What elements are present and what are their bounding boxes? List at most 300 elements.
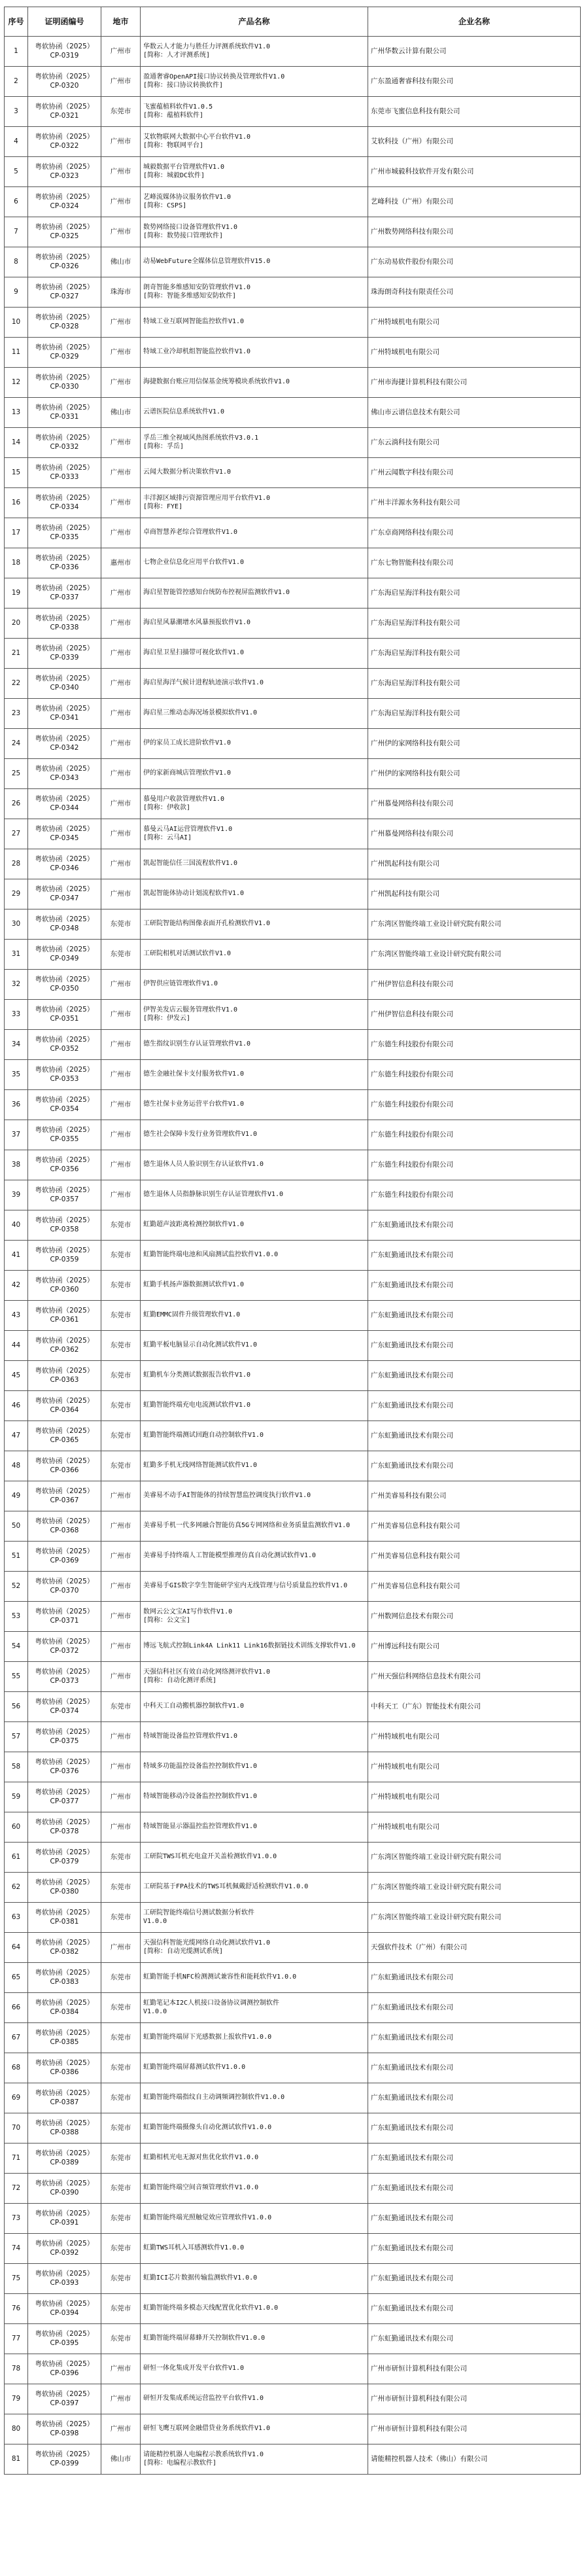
cert-number-line: CP-0328	[50, 322, 79, 330]
cert-number-line: CP-0339	[50, 653, 79, 662]
product-name-line: 虹勤智能终端充电电流测试软件V1.0	[143, 1402, 251, 1409]
company-name-cell: 广东海启星海洋科技有限公司	[368, 669, 581, 699]
company-name-cell: 广州凯起科技有限公司	[368, 879, 581, 909]
cert-number-line: CP-0387	[50, 2098, 79, 2106]
company-name-cell: 广州数势网络科技有限公司	[368, 217, 581, 247]
cert-number-line: CP-0375	[50, 1737, 79, 1745]
row-number: 39	[5, 1180, 28, 1210]
city-cell: 广州市	[101, 157, 141, 187]
product-name-line: [简称：公文宝]	[143, 1616, 191, 1624]
cert-number-cell	[28, 488, 101, 518]
table-row	[5, 639, 581, 669]
product-name-cell	[141, 308, 368, 338]
header-company-name: 企业名称	[368, 7, 581, 37]
product-name-line: 慕曼用户收款管理软件V1.0	[143, 796, 225, 803]
company-name-cell: 广州凯起科技有限公司	[368, 849, 581, 879]
row-number: 40	[5, 1210, 28, 1241]
cert-number-cell	[28, 1271, 101, 1301]
company-name-cell: 广东海启星海洋科技有限公司	[368, 609, 581, 639]
row-number: 4	[5, 127, 28, 157]
product-name-line: 特域智能设备监控管理软件V1.0	[143, 1733, 238, 1740]
row-number: 43	[5, 1301, 28, 1331]
cert-number-cell	[28, 2083, 101, 2113]
table-row	[5, 1331, 581, 1361]
row-number: 69	[5, 2083, 28, 2113]
table-row	[5, 789, 581, 819]
city-cell: 东莞市	[101, 2324, 141, 2354]
product-name-cell	[141, 428, 368, 458]
table-row	[5, 368, 581, 398]
cert-number-cell	[28, 1903, 101, 1933]
cert-number-line: CP-0367	[50, 1496, 79, 1504]
city-cell: 广州市	[101, 338, 141, 368]
product-name-line: [简称：数势接口管理软件]	[143, 232, 224, 239]
company-name-cell: 广东虹勤通讯技术有限公司	[368, 2083, 581, 2113]
cert-number-line: CP-0397	[50, 2399, 79, 2407]
cert-number-cell	[28, 1030, 101, 1060]
cert-number-cell	[28, 2444, 101, 2475]
product-name-cell	[141, 187, 368, 217]
product-name-line: 虹勤智能终端屏幕测试软件V1.0.0	[143, 2064, 246, 2072]
row-number: 8	[5, 247, 28, 277]
cert-number-line: CP-0352	[50, 1044, 79, 1053]
product-name-line: 美睿易手GIS数字孪生智能研学室内无线管理与信号质量监控软件V1.0	[143, 1582, 348, 1590]
company-name-cell: 广州特域机电有限公司	[368, 338, 581, 368]
cert-number-line: 粤软协函（2025）	[35, 1367, 94, 1375]
cert-number-line: 粤软协函（2025）	[35, 494, 94, 503]
row-number: 68	[5, 2053, 28, 2083]
cert-number-cell	[28, 1782, 101, 1812]
company-name-cell: 广东卓商网络科技有限公司	[368, 518, 581, 548]
cert-number-line: 粤软协函（2025）	[35, 855, 94, 864]
cert-number-line: 粤软协函（2025）	[35, 524, 94, 533]
product-name-line: [简称：电编程示教软件]	[143, 2459, 217, 2467]
cert-number-line: 粤软协函（2025）	[35, 1487, 94, 1496]
product-name-line: [简称：蕴植料软件]	[143, 111, 204, 119]
company-name-cell: 广东德生科技股份有限公司	[368, 1030, 581, 1060]
row-number: 20	[5, 609, 28, 639]
cert-number-line: 粤软协函（2025）	[35, 1728, 94, 1737]
cert-number-line: CP-0369	[50, 1556, 79, 1564]
company-name-cell: 广东德生科技股份有限公司	[368, 1060, 581, 1090]
product-name-cell	[141, 1903, 368, 1933]
product-name-cell	[141, 1331, 368, 1361]
cert-number-cell	[28, 699, 101, 729]
company-name-cell: 广州天强信科网络信息技术有限公司	[368, 1662, 581, 1692]
product-name-cell	[141, 2324, 368, 2354]
row-number: 65	[5, 1963, 28, 1993]
company-name-cell: 艺峰科技（广州）有限公司	[368, 187, 581, 217]
company-name-cell: 广东动易软件股份有限公司	[368, 247, 581, 277]
table-row	[5, 2023, 581, 2053]
row-number: 35	[5, 1060, 28, 1090]
cert-number-line: 粤软协函（2025）	[35, 2149, 94, 2158]
product-name-line: 海启星智能管控感知台统防布控视屏监测软件V1.0	[143, 589, 290, 597]
company-name-cell: 广州市研恒计算机科技有限公司	[368, 2384, 581, 2414]
product-name-cell	[141, 1632, 368, 1662]
product-name-line: 凯起智能体协动计划流程软件V1.0	[143, 890, 245, 898]
row-number: 31	[5, 940, 28, 970]
company-name-cell: 广东虹勤通讯技术有限公司	[368, 2053, 581, 2083]
cert-number-line: 粤软协函（2025）	[35, 1246, 94, 1255]
product-name-line: 虹勤智能终端空间音频管理软件V1.0.0	[143, 2184, 259, 2192]
row-number: 78	[5, 2354, 28, 2384]
city-cell: 东莞市	[101, 2023, 141, 2053]
cert-number-cell	[28, 879, 101, 909]
table-row	[5, 729, 581, 759]
city-cell: 东莞市	[101, 1451, 141, 1481]
cert-number-line: 粤软协函（2025）	[35, 1758, 94, 1767]
city-cell: 东莞市	[101, 1993, 141, 2023]
product-name-line: 飞蜜蕴植料软件V1.0.5	[143, 103, 213, 111]
row-number: 19	[5, 578, 28, 609]
table-row	[5, 398, 581, 428]
cert-number-line: CP-0345	[50, 834, 79, 842]
row-number: 71	[5, 2144, 28, 2174]
cert-number-line: 粤软协函（2025）	[35, 1698, 94, 1706]
product-name-cell	[141, 2294, 368, 2324]
company-name-cell: 广州伊智信息科技有限公司	[368, 970, 581, 1000]
product-name-line: 伊智供应链管理软件V1.0	[143, 980, 218, 988]
table-row	[5, 1180, 581, 1210]
table-row	[5, 1782, 581, 1812]
cert-number-cell	[28, 1451, 101, 1481]
table-row	[5, 1963, 581, 1993]
table-row	[5, 1030, 581, 1060]
product-name-cell	[141, 1150, 368, 1180]
city-cell: 东莞市	[101, 1963, 141, 1993]
table-row	[5, 338, 581, 368]
row-number: 10	[5, 308, 28, 338]
city-cell: 广州市	[101, 819, 141, 849]
row-number: 56	[5, 1692, 28, 1722]
cert-number-line: CP-0361	[50, 1315, 79, 1324]
product-name-cell	[141, 578, 368, 609]
product-name-cell	[141, 247, 368, 277]
cert-number-line: CP-0398	[50, 2429, 79, 2437]
row-number: 34	[5, 1030, 28, 1060]
cert-number-line: 粤软协函（2025）	[35, 614, 94, 623]
product-name-line: 虹勤智能终端光照触觉效应管理软件V1.0.0	[143, 2214, 272, 2222]
cert-number-line: CP-0365	[50, 1436, 79, 1444]
product-name-line: 天强信科社区有效自动化网络测评软件V1.0	[143, 1668, 271, 1676]
cert-number-line: 粤软协函（2025）	[35, 1848, 94, 1857]
city-cell: 广州市	[101, 37, 141, 67]
company-name-cell: 中科天工（广东）智能技术有限公司	[368, 1692, 581, 1722]
product-name-cell	[141, 789, 368, 819]
cert-number-line: CP-0391	[50, 2218, 79, 2227]
product-name-line: 虹勤平板电脑显示自动化测试软件V1.0	[143, 1341, 258, 1349]
product-name-line: 虹勤智能终端多模态天线配置优化软件V1.0.0	[143, 2304, 279, 2312]
product-name-line: 伊的家新商城店管理软件V1.0	[143, 769, 232, 777]
product-name-line: 虹勤ICI芯片数据传输监测软件V1.0.0	[143, 2274, 258, 2282]
cert-number-line: CP-0327	[50, 292, 79, 300]
product-name-line: 海捷数据台账应用信保基金统筹模块系统软件V1.0	[143, 378, 290, 386]
company-name-cell: 佛山市云谱信息技术有限公司	[368, 398, 581, 428]
cert-number-cell	[28, 2354, 101, 2384]
cert-number-line: CP-0376	[50, 1767, 79, 1775]
cert-number-line: CP-0357	[50, 1195, 79, 1203]
row-number: 45	[5, 1361, 28, 1391]
cert-number-line: 粤软协函（2025）	[35, 313, 94, 322]
city-cell: 东莞市	[101, 2083, 141, 2113]
table-row	[5, 2053, 581, 2083]
product-name-line: 虹勤智能终端指纹自主动调频调控制软件V1.0.0	[143, 2094, 285, 2102]
product-name-cell	[141, 1843, 368, 1873]
table-row	[5, 1481, 581, 1511]
product-name-line: 虹勤智能手机NFC检测测试兼容性和能耗软件V1.0.0	[143, 1973, 297, 1981]
product-name-line: 孚岳三维全视域风热图系统软件V3.0.1	[143, 434, 259, 442]
company-name-cell: 广东虹勤通讯技术有限公司	[368, 2144, 581, 2174]
cert-number-cell	[28, 1361, 101, 1391]
product-name-cell	[141, 699, 368, 729]
cert-number-line: CP-0366	[50, 1466, 79, 1474]
company-name-cell: 广东虹勤通讯技术有限公司	[368, 2234, 581, 2264]
row-number: 22	[5, 669, 28, 699]
company-name-cell: 广东虹勤通讯技术有限公司	[368, 2204, 581, 2234]
product-name-cell	[141, 2053, 368, 2083]
company-name-cell: 天强软件技术（广州）有限公司	[368, 1933, 581, 1963]
city-cell: 广州市	[101, 879, 141, 909]
product-name-line: 工研院智能结构图像表面开孔检测软件V1.0	[143, 920, 271, 928]
table-row	[5, 1361, 581, 1391]
row-number: 46	[5, 1391, 28, 1421]
product-name-cell	[141, 1421, 368, 1451]
table-row	[5, 1090, 581, 1120]
product-name-cell	[141, 729, 368, 759]
cert-number-line: 粤软协函（2025）	[35, 1578, 94, 1586]
cert-number-cell	[28, 2264, 101, 2294]
company-name-cell: 广东海启星海洋科技有限公司	[368, 578, 581, 609]
cert-number-line: CP-0389	[50, 2158, 79, 2166]
cert-number-line: 粤软协函（2025）	[35, 374, 94, 382]
cert-number-cell	[28, 1060, 101, 1090]
company-name-cell: 东莞市飞蜜信息科技有限公司	[368, 97, 581, 127]
cert-number-line: CP-0321	[50, 111, 79, 120]
company-name-cell: 广州丰洋源水务科技有限公司	[368, 488, 581, 518]
city-cell: 广州市	[101, 1572, 141, 1602]
cert-number-line: 粤软协函（2025）	[35, 644, 94, 653]
row-number: 44	[5, 1331, 28, 1361]
company-name-cell: 广州市研恒计算机科技有限公司	[368, 2354, 581, 2384]
cert-number-cell	[28, 669, 101, 699]
product-name-cell	[141, 157, 368, 187]
row-number: 42	[5, 1271, 28, 1301]
cert-number-line: 粤软协函（2025）	[35, 163, 94, 171]
city-cell: 广州市	[101, 1481, 141, 1511]
city-cell: 广州市	[101, 1511, 141, 1542]
cert-number-cell	[28, 1421, 101, 1451]
cert-number-line: 粤软协函（2025）	[35, 1036, 94, 1044]
row-number: 14	[5, 428, 28, 458]
company-name-cell: 广东虹勤通讯技术有限公司	[368, 1451, 581, 1481]
row-number: 6	[5, 187, 28, 217]
company-name-cell: 广东德生科技股份有限公司	[368, 1120, 581, 1150]
cert-number-line: CP-0377	[50, 1797, 79, 1805]
product-name-cell	[141, 2174, 368, 2204]
product-name-line: [简称：接口协议转换软件]	[143, 81, 224, 89]
company-name-cell: 广州特域机电有限公司	[368, 1782, 581, 1812]
product-name-cell	[141, 669, 368, 699]
company-name-cell: 广东德生科技股份有限公司	[368, 1180, 581, 1210]
city-cell: 广州市	[101, 1542, 141, 1572]
cert-number-cell	[28, 308, 101, 338]
cert-number-line: 粤软协函（2025）	[35, 2029, 94, 2038]
table-row	[5, 1542, 581, 1572]
company-name-cell: 广州美睿易信息科技有限公司	[368, 1572, 581, 1602]
city-cell: 广州市	[101, 127, 141, 157]
product-name-line: [简称：智能多维感知安防软件]	[143, 292, 237, 300]
cert-number-line: 粤软协函（2025）	[35, 765, 94, 773]
city-cell: 广州市	[101, 669, 141, 699]
cert-number-cell	[28, 1090, 101, 1120]
cert-number-line: CP-0382	[50, 1947, 79, 1956]
table-row	[5, 247, 581, 277]
cert-number-cell	[28, 578, 101, 609]
table-row	[5, 1722, 581, 1752]
product-name-line: 虹勤机车分类测试数据报告软件V1.0	[143, 1371, 251, 1379]
city-cell: 佛山市	[101, 398, 141, 428]
cert-number-line: CP-0333	[50, 472, 79, 481]
cert-number-cell	[28, 1843, 101, 1873]
row-number: 11	[5, 338, 28, 368]
cert-number-line: CP-0348	[50, 924, 79, 932]
product-name-line: 虹勤智能终端摄像头自动化测试软件V1.0.0	[143, 2124, 272, 2132]
table-row	[5, 2144, 581, 2174]
product-name-line: 研恒飞鹰互联网金融借贷业务系统软件V1.0	[143, 2425, 271, 2433]
cert-number-line: 粤软协函（2025）	[35, 434, 94, 442]
cert-number-line: 粤软协函（2025）	[35, 1156, 94, 1165]
cert-number-cell	[28, 759, 101, 789]
product-name-line: 虹勤多手机无线网络智能测试软件V1.0	[143, 1462, 258, 1470]
company-name-cell: 广东虹勤通讯技术有限公司	[368, 1271, 581, 1301]
cert-number-line: 粤软协函（2025）	[35, 1999, 94, 2007]
table-row	[5, 1812, 581, 1843]
row-number: 13	[5, 398, 28, 428]
row-number: 80	[5, 2414, 28, 2444]
cert-number-line: 粤软协函（2025）	[35, 2420, 94, 2429]
city-cell: 广州市	[101, 1782, 141, 1812]
cert-number-cell	[28, 1391, 101, 1421]
certificate-table	[4, 7, 581, 2475]
cert-number-line: CP-0393	[50, 2278, 79, 2287]
row-number: 81	[5, 2444, 28, 2475]
cert-number-line: CP-0392	[50, 2248, 79, 2257]
table-row	[5, 2294, 581, 2324]
row-number: 66	[5, 1993, 28, 2023]
city-cell: 广州市	[101, 308, 141, 338]
product-name-cell	[141, 127, 368, 157]
table-row	[5, 37, 581, 67]
row-number: 5	[5, 157, 28, 187]
table-row	[5, 759, 581, 789]
cert-number-cell	[28, 1873, 101, 1903]
cert-number-line: CP-0323	[50, 171, 79, 180]
company-name-cell: 广东虹勤通讯技术有限公司	[368, 1301, 581, 1331]
row-number: 47	[5, 1421, 28, 1451]
cert-number-cell	[28, 1933, 101, 1963]
product-name-line: 虹勤智能终端电池和风扇测试监控软件V1.0.0	[143, 1251, 279, 1259]
city-cell: 广州市	[101, 849, 141, 879]
row-number: 28	[5, 849, 28, 879]
product-name-cell	[141, 879, 368, 909]
product-name-line: 艺峰流媒体协议服务软件V1.0	[143, 194, 232, 201]
company-name-cell: 广东虹勤通讯技术有限公司	[368, 1421, 581, 1451]
product-name-cell	[141, 849, 368, 879]
company-name-cell: 广州慕曼网络科技有限公司	[368, 789, 581, 819]
table-row	[5, 1933, 581, 1963]
cert-number-line: CP-0388	[50, 2128, 79, 2136]
cert-number-cell	[28, 1241, 101, 1271]
product-name-cell	[141, 548, 368, 578]
product-name-cell	[141, 217, 368, 247]
cert-number-line: CP-0354	[50, 1104, 79, 1113]
cert-number-line: 粤软协函（2025）	[35, 1307, 94, 1315]
product-name-line: 特域工业互联网智能监控软件V1.0	[143, 318, 245, 326]
city-cell: 东莞市	[101, 1210, 141, 1241]
cert-number-line: 粤软协函（2025）	[35, 1277, 94, 1285]
row-number: 63	[5, 1903, 28, 1933]
product-name-cell	[141, 398, 368, 428]
table-row	[5, 1572, 581, 1602]
cert-number-line: 粤软协函（2025）	[35, 705, 94, 713]
table-row	[5, 819, 581, 849]
cert-number-line: 粤软协函（2025）	[35, 1547, 94, 1556]
table-row	[5, 2264, 581, 2294]
city-cell: 东莞市	[101, 1271, 141, 1301]
cert-number-line: 粤软协函（2025）	[35, 1427, 94, 1436]
product-name-line: 特域智能移动冷设备监控控制软件V1.0	[143, 1793, 258, 1801]
cert-number-line: CP-0370	[50, 1586, 79, 1595]
cert-number-line: CP-0349	[50, 954, 79, 962]
product-name-line: 美睿易手持终端人工智能模型推理仿真自动化测试软件V1.0	[143, 1552, 317, 1560]
product-name-cell	[141, 97, 368, 127]
cert-number-line: CP-0385	[50, 2038, 79, 2046]
table-row	[5, 2384, 581, 2414]
product-name-cell	[141, 277, 368, 308]
cert-number-cell	[28, 2324, 101, 2354]
cert-number-line: CP-0329	[50, 352, 79, 361]
table-row	[5, 2174, 581, 2204]
row-number: 79	[5, 2384, 28, 2414]
product-name-cell	[141, 368, 368, 398]
company-name-cell: 广东虹勤通讯技术有限公司	[368, 2324, 581, 2354]
table-row	[5, 669, 581, 699]
cert-number-cell	[28, 1511, 101, 1542]
cert-number-line: 粤软协函（2025）	[35, 404, 94, 412]
city-cell: 东莞市	[101, 2144, 141, 2174]
cert-number-line: CP-0324	[50, 202, 79, 210]
product-name-line: 虹勤超声波距离检测控制软件V1.0	[143, 1221, 245, 1229]
city-cell: 东莞市	[101, 2204, 141, 2234]
cert-number-cell	[28, 2384, 101, 2414]
cert-number-line: CP-0371	[50, 1616, 79, 1625]
cert-number-line: CP-0383	[50, 1977, 79, 1986]
cert-number-cell	[28, 2113, 101, 2144]
product-name-line: 天强信科智能光缆网络自动化测试软件V1.0	[143, 1939, 271, 1947]
product-name-cell	[141, 819, 368, 849]
cert-number-cell	[28, 2174, 101, 2204]
row-number: 55	[5, 1662, 28, 1692]
cert-number-cell	[28, 1180, 101, 1210]
product-name-line: 研恒一体化集成开发平台软件V1.0	[143, 2365, 245, 2373]
product-name-cell	[141, 639, 368, 669]
cert-number-cell	[28, 67, 101, 97]
row-number: 37	[5, 1120, 28, 1150]
row-number: 74	[5, 2234, 28, 2264]
cert-number-line: 粤软协函（2025）	[35, 2330, 94, 2338]
table-row	[5, 2354, 581, 2384]
